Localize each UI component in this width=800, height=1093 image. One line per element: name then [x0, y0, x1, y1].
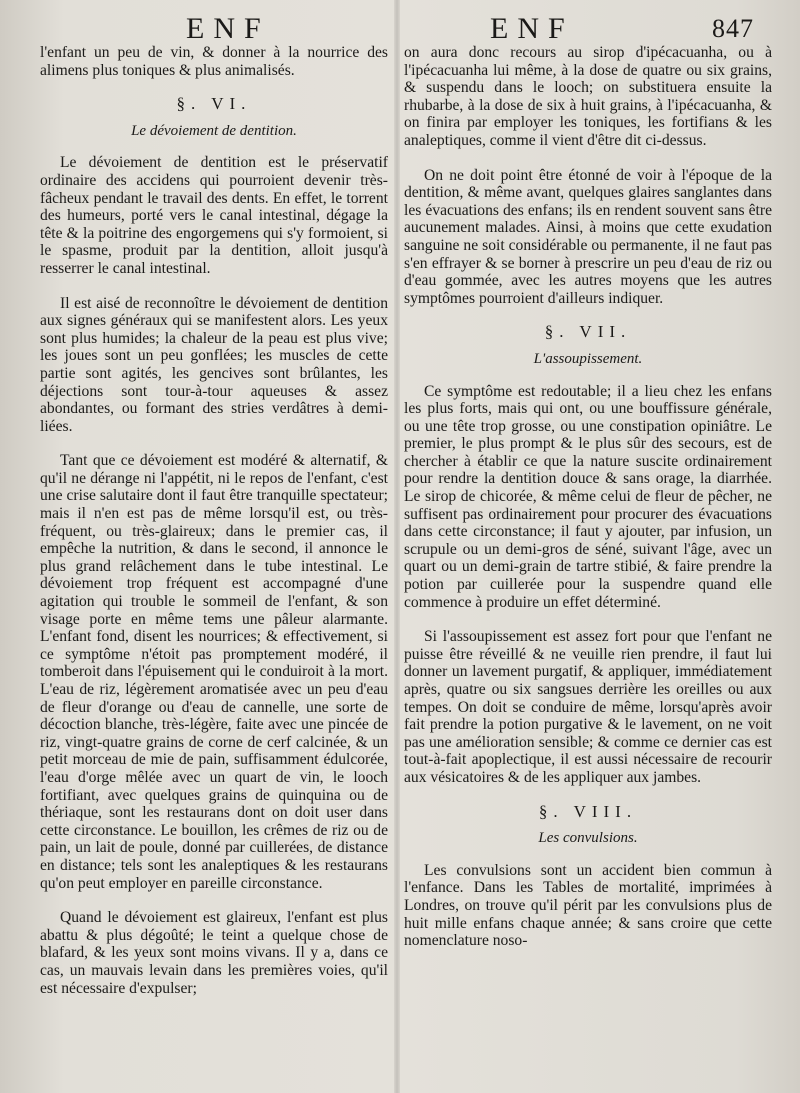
- paragraph: Le dévoiement de dentition est le préservatif ordinaire des accidens qui pourroient devenir très-fâcheux pendant le travail des dents. En effet, le torrent des humeurs, porté vers le canal intestinal, dégage la tête & la poitrine des engorgemens qui s'y formoient, si le spasme, produit par la dentition, alloit jusqu'à resserrer le canal intestinal.: [40, 154, 388, 277]
- section-subtitle: Les convulsions.: [538, 830, 638, 847]
- running-head: [0, 10, 800, 44]
- section-heading: §. VI.: [176, 94, 252, 114]
- paragraph: Les convulsions sont un accident bien commun à l'enfance. Dans les Tables de mortalité, imprimées à Londres, on trouve qu'il périt par les convulsions plus de huit mille enfans chaque année; & sans croire que cette nomenclature noso-: [404, 861, 772, 950]
- paragraph: on aura donc recours au sirop d'ipécacuanha, ou à l'ipécacuanha lui même, à la dose de quatre ou six grains, & suspendu dans le looch; on substituera ensuite la rhubarbe, à la dose de six à huit grains, à l'ipécacuanha, & on finira par employer les toniques, les fortifians & les analeptiques, comme il vient d'être dit ci-dessus.: [404, 44, 772, 149]
- running-head-right: ENF: [490, 12, 574, 45]
- paragraph: Ce symptôme est redoutable; il a lieu chez les enfans les plus forts, mais qui ont, ou une bouffissure générale, ou une tête trop grosse, ou une constipation opiniâtre. Le premier, le plus prompt & le plus sûr des secours, est de chercher à établir ce que la nature suscite ordinairement pour rendre la dentition douce & sans orage, la diarrhée. Le sirop de chicorée, & même celui de fleur de pêcher, ne suffisent pas ordinairement pour procurer des évacuations dans cette circonstance; il faut y ajouter, par infusion, un scrupule ou un demi-gros de séné, suivant l'âge, avec un quart ou un demi-grain de tartre stibié, & faire prendre la potion par cuillerée pour la suspendre quand elle commence à produire un effet déterminé.: [404, 382, 772, 611]
- right-column: [404, 44, 772, 950]
- section-subtitle: Le dévoiement de dentition.: [131, 122, 297, 139]
- page-number: 847: [712, 14, 754, 43]
- paragraph: Il est aisé de reconnoître le dévoiement de dentition aux signes généraux qui se manifestent alors. Les yeux sont plus humides; la chaleur de la peau est plus vive; les joues sont un peu gonflées; les muscles de cette partie sont agités, les gencives sont brûlantes, les déjections sont tour-à-tour aqueuses & assez abondantes, ou formant des stries verdâtres à demi-liées.: [40, 294, 388, 435]
- section-heading: §. VIII.: [538, 801, 638, 821]
- paragraph: Quand le dévoiement est glaireux, l'enfant est plus abattu & plus dégoûté; le teint a quelque chose de blafard, & les yeux sont moins vivans. Il y a, dans ce cas, un mauvais levain dans les premières voies, qu'il est nécessaire d'expulser;: [40, 909, 388, 997]
- column-gutter-shadow: [394, 0, 400, 1093]
- paragraph: Si l'assoupissement est assez fort pour que l'enfant ne puisse être réveillé & ne veuille rien prendre, il faut lui donner un lavement purgatif, & appliquer, immédiatement après, quatre ou six sangsues derrière les oreilles ou aux tempes. On doit se conduire de même, lorsqu'après avoir fait prendre la potion purgative & le lavement, on ne voit pas une amélioration sensible; & comme ce dernier cas est tout-à-fait apoplectique, il est aussi nécessaire de recourir aux vésicatoires & de les appliquer aux jambes.: [404, 628, 772, 786]
- section-heading: §. VII.: [544, 322, 632, 342]
- left-column: [40, 44, 388, 997]
- paragraph: On ne doit point être étonné de voir à l'époque de la dentition, & même avant, quelques glaires sanglantes dans les évacuations des enfans; ils en rendent souvent sans être aucunement malades. Ainsi, à moins que cette exudation sanguine ne soit considérable ou permanente, il ne faut pas s'en effrayer & se borner à prescrire un peu d'eau de riz ou d'eau gommée, avec les autres moyens que les autres symptômes pourroient d'ailleurs indiquer.: [404, 166, 772, 307]
- section-subtitle: L'assoupissement.: [533, 350, 643, 367]
- running-head-left: ENF: [186, 12, 270, 45]
- paragraph: l'enfant un peu de vin, & donner à la nourrice des alimens plus toniques & plus animalisés.: [40, 44, 388, 79]
- paragraph: Tant que ce dévoiement est modéré & alternatif, & qu'il ne dérange ni l'appétit, ni le repos de l'enfant, c'est une crise salutaire dont il faut être tranquille spectateur; mais il n'en est pas de même lorsqu'il est, ou très-fréquent, ou très-glaireux; dans le premier cas, il empêche la nutrition, & dans le second, il annonce le plus grand relâchement dans le tube intestinal. Le dévoiement trop fréquent est accompagné d'une agitation qui trouble le sommeil de l'enfant, & son visage porte en même tems une pâleur alarmante. L'enfant fond, disent les nourrices; & effectivement, si ce symptôme n'étoit pas promptement modéré, il tomberoit dans l'épuisement qui le conduiroit à la mort. L'eau de riz, légèrement aromatisée avec un peu d'eau de fleur d'orange ou d'eau de cannelle, une sorte de décoction blanche, très-légère, faite avec une pincée de riz, vingt-quatre grains de corne de cerf calcinée, & un petit morceau de mie de pain, suffisamment édulcorée, l'eau d'orge mêlée avec un quart de vin, le looch fortifiant, avec quelques grains de quinquina ou de thériaque, sont les restaurans dont on doit user dans cette circonstance. Le bouillon, les crêmes de riz ou de pain, un lait de poule, donné par cuillerées, de distance en distance; tels sont les analeptiques & les restaurans qu'on peut employer en pareille circonstance.: [40, 452, 388, 892]
